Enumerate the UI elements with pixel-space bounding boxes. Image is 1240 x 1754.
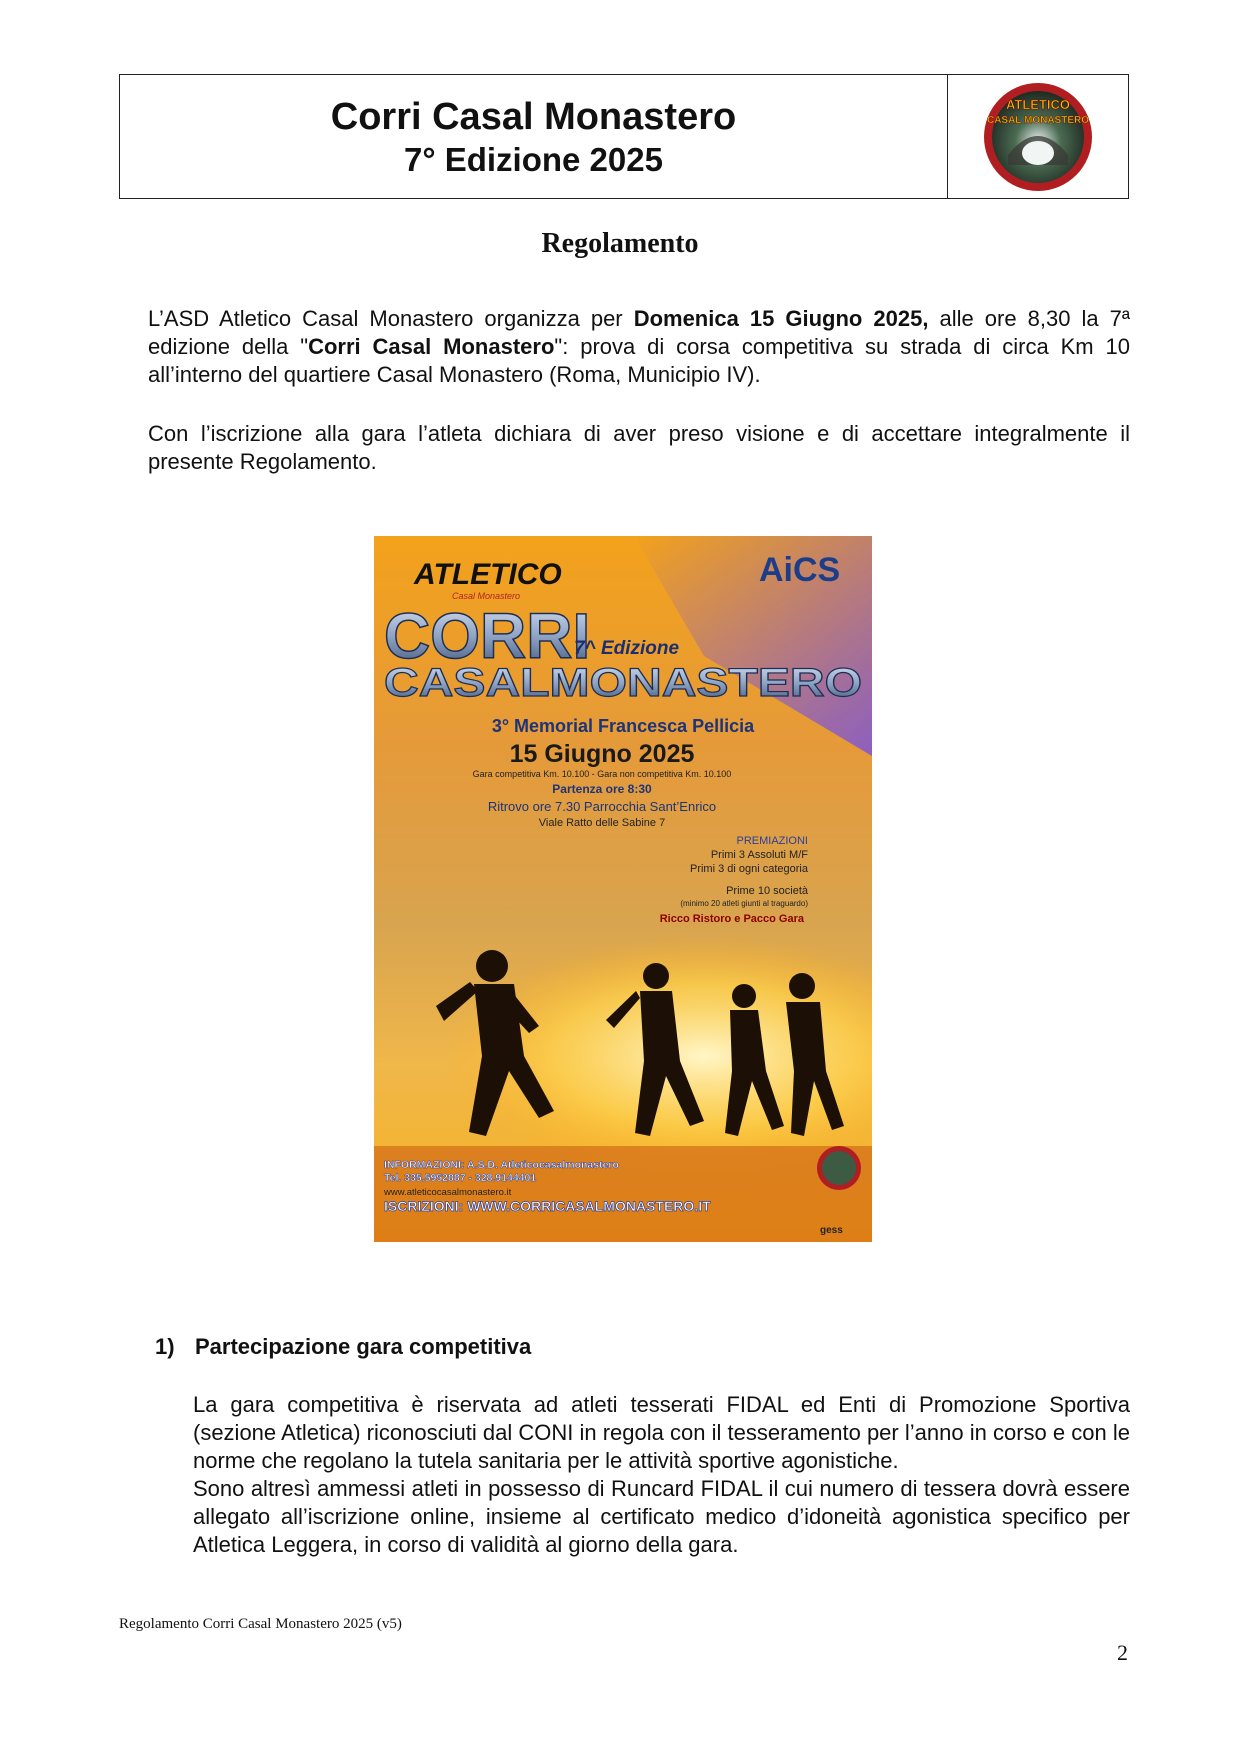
section-1-number: 1) [155,1334,175,1359]
poster-prem-3: Prime 10 società [726,885,808,897]
poster-prem-2: Primi 3 di ogni categoria [689,863,808,875]
poster-iscrizioni: ISCRIZIONI: WWW.CORRICASALMONASTERO.IT [384,1198,711,1214]
doc-title: Regolamento [541,228,699,259]
section-1-paragraph-1: La gara competitiva è riservata ad atleti tesserati FIDAL ed Enti di Promozione Sportiva (sezione Atletica) riconosciuti dal CONI in regola con il tesseramento per l’anno in corso e con le norme che regolano la tutela sanitaria per le attività sportive agonistiche. [193,1392,1130,1473]
poster-club-name: ATLETICO [414,558,562,591]
poster-web: www.atleticocasalmonastero.it [384,1187,512,1198]
intro-text-c: ": prova di corsa competitiva su strada di circa Km 10 all’interno del quartiere Casal Monastero (Roma, Municipio IV). [148,334,1131,387]
section-1-paragraph-2: Sono altresì ammessi atleti in possesso di Runcard FIDAL il cui numero di tessera dovrà essere allegato all’iscrizione online, insieme al certificato medico d’idoneità agonistica specifico per Atletica Leggera, in corso di validità al giorno della gara. [193,1476,1130,1557]
poster-address: Viale Ratto delle Sabine 7 [538,817,666,829]
intro-text-a: L’ASD Atletico Casal Monastero organizza per [148,306,634,331]
intro-paragraph-1 [148,305,1130,389]
page-number: 2 [1117,1640,1128,1665]
section-1-heading [155,1334,531,1360]
poster-info: INFORMAZIONI: A.S.D. Atleticocasalmonastero [384,1159,619,1171]
section-1-body [193,1391,1130,1559]
poster-edition: 7^ Edizione [574,638,680,659]
poster-aics-logo: AiCS [759,551,841,589]
intro-text-b: alle ore 8,30 la 7ª edizione della " [148,306,1131,359]
event-name: Corri Casal Monastero [308,334,555,359]
poster-small-logo-inner [822,1151,856,1185]
poster-ritrovo: Ritrovo ore 7.30 Parrocchia Sant’Enrico [487,799,717,814]
poster-title-casalmonastero: CASALMONASTERO [384,661,862,705]
page-footer: Regolamento Corri Casal Monastero 2025 (v5) [119,1616,402,1632]
poster-gare: Gara competitiva Km. 10.100 - Gara non competitiva Km. 10.100 [472,769,732,779]
logo-text-bottom: CASAL MONASTERO [986,114,1090,126]
logo-text-top: ATLETICO [1005,96,1071,112]
header-title-cell [120,75,948,198]
poster-memorial: 3° Memorial Francesca Pellicia [491,716,755,736]
poster-club-sub: Casal Monastero [452,591,521,601]
poster-prem-title: PREMIAZIONI [736,835,808,847]
event-date: Domenica 15 Giugno 2025, [633,306,929,331]
poster-ristoro: Ricco Ristoro e Pacco Gara [659,913,804,925]
poster-prem-4: (minimo 20 atleti giunti al traguardo) [680,899,808,908]
club-logo-cell [948,75,1128,198]
poster-date: 15 Giugno 2025 [509,740,695,768]
section-1-title: Partecipazione gara competitiva [195,1334,532,1359]
event-title: Corri Casal Monastero [330,95,737,138]
club-logo [982,81,1094,193]
poster-title-corri: CORRI [384,600,591,672]
poster-tel: Tel. 335.5952887 - 328.9144401 [384,1172,537,1184]
header-box [119,74,1129,199]
poster-partenza: Partenza ore 8:30 [552,782,652,796]
event-edition: 7° Edizione 2025 [404,140,663,178]
event-poster [374,536,872,1242]
poster-prem-1: Primi 3 Assoluti M/F [710,849,808,861]
intro-paragraph-2: Con l’iscrizione alla gara l’atleta dichiara di aver preso visione e di accettare integralmente il presente Regolamento. [148,421,1130,474]
poster-sponsor: gess [820,1225,843,1236]
